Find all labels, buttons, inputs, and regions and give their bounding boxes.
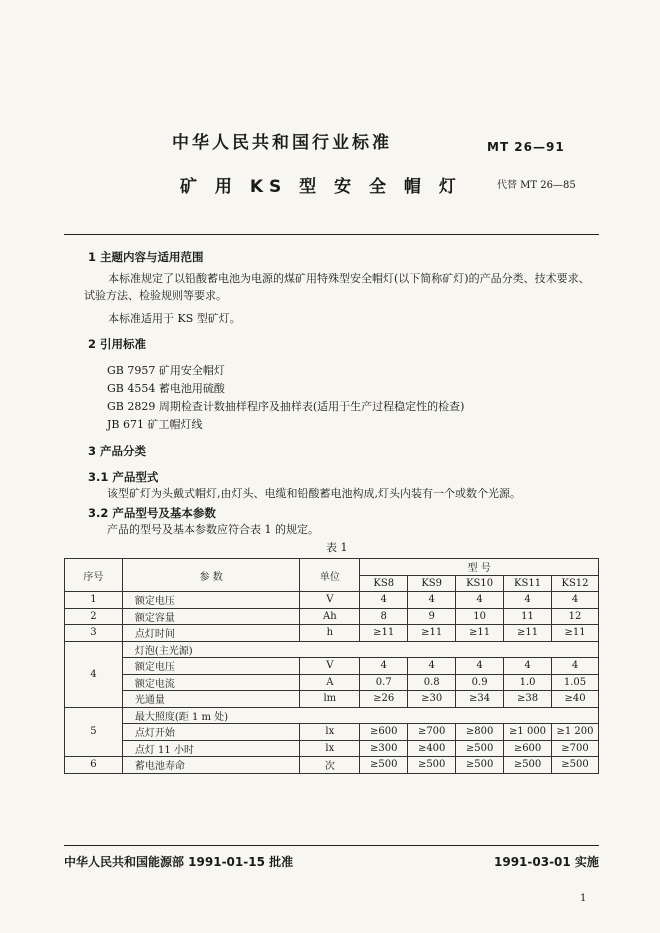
row-param: 点灯 11 小时 xyxy=(122,740,300,757)
section-2-heading: 2 引用标准 xyxy=(88,337,147,351)
approval-note: 中华人民共和国能源部 1991-01-15 批准 xyxy=(64,855,294,869)
document-title: 矿 用 KS 型 安 全 帽 灯 xyxy=(180,177,462,197)
row-unit: lx xyxy=(300,724,360,741)
value-cell: 4 xyxy=(456,592,504,609)
value-cell: ≥11 xyxy=(360,625,408,642)
model-cell: KS12 xyxy=(552,575,599,592)
table-row xyxy=(65,592,599,609)
section-1-paragraph-1: 本标准规定了以铅酸蓄电池为电源的煤矿用特殊型安全帽灯(以下简称矿灯)的产品分类、技术要求、试验方法、检验规则等要求。 xyxy=(84,272,590,302)
table-row xyxy=(65,740,599,757)
table-row xyxy=(65,608,599,625)
value-cell: ≥26 xyxy=(360,691,408,708)
section-3-1-text: 该型矿灯为头戴式帽灯,由灯头、电缆和铅酸蓄电池构成,灯头内装有一个或数个光源。 xyxy=(107,487,521,500)
row-param: 额定电压 xyxy=(122,658,300,675)
row-no: 4 xyxy=(65,641,123,707)
value-cell: ≥600 xyxy=(504,740,552,757)
table-caption: 表 1 xyxy=(326,541,348,554)
row-no: 2 xyxy=(65,608,123,625)
value-cell: ≥500 xyxy=(408,757,456,774)
row-unit: 次 xyxy=(300,757,360,774)
value-cell: ≥11 xyxy=(504,625,552,642)
model-cell: KS10 xyxy=(456,575,504,592)
value-cell: ≥30 xyxy=(408,691,456,708)
value-cell: ≥34 xyxy=(456,691,504,708)
value-cell: 8 xyxy=(360,608,408,625)
value-cell: 4 xyxy=(360,658,408,675)
value-cell: ≥400 xyxy=(408,740,456,757)
row-unit: Ah xyxy=(300,608,360,625)
page-number: 1 xyxy=(580,893,587,904)
header-unit: 单位 xyxy=(300,559,360,592)
row-no: 3 xyxy=(65,625,123,642)
table-row xyxy=(65,757,599,774)
value-cell: 0.9 xyxy=(456,674,504,691)
header-model: 型 号 xyxy=(360,559,599,576)
value-cell: 4 xyxy=(408,658,456,675)
value-cell: ≥500 xyxy=(504,757,552,774)
value-cell: 0.8 xyxy=(408,674,456,691)
value-cell: ≥500 xyxy=(552,757,599,774)
header-rule xyxy=(64,234,599,235)
row-param: 额定容量 xyxy=(122,608,300,625)
row-no: 5 xyxy=(65,707,123,757)
row-unit: V xyxy=(300,658,360,675)
row-param: 蓄电池寿命 xyxy=(122,757,300,774)
reference-item: JB 671 矿工帽灯线 xyxy=(107,418,203,431)
value-cell: ≥11 xyxy=(552,625,599,642)
effective-date: 1991-03-01 实施 xyxy=(494,855,599,869)
table-row xyxy=(65,674,599,691)
model-cell: KS11 xyxy=(504,575,552,592)
value-cell: ≥700 xyxy=(408,724,456,741)
value-cell: ≥40 xyxy=(552,691,599,708)
value-cell: ≥11 xyxy=(408,625,456,642)
standard-title: 中华人民共和国行业标准 xyxy=(172,133,392,153)
value-cell: ≥38 xyxy=(504,691,552,708)
value-cell: 4 xyxy=(360,592,408,609)
header-param: 参 数 xyxy=(122,559,300,592)
row-unit: V xyxy=(300,592,360,609)
section-3-2-heading: 3.2 产品型号及基本参数 xyxy=(88,506,216,520)
row-unit: h xyxy=(300,625,360,642)
table-row xyxy=(65,658,599,675)
value-cell: 11 xyxy=(504,608,552,625)
value-cell: 10 xyxy=(456,608,504,625)
section-3-heading: 3 产品分类 xyxy=(88,444,147,458)
table-header-row xyxy=(65,559,599,576)
row-no: 1 xyxy=(65,592,123,609)
value-cell: ≥1 200 xyxy=(552,724,599,741)
table-row xyxy=(65,691,599,708)
replaces-note: 代替 MT 26—85 xyxy=(497,180,576,191)
value-cell: 4 xyxy=(408,592,456,609)
value-cell: 1.05 xyxy=(552,674,599,691)
value-cell: 0.7 xyxy=(360,674,408,691)
header-no: 序号 xyxy=(65,559,123,592)
value-cell: ≥500 xyxy=(360,757,408,774)
group-label: 最大照度(距 1 m 处) xyxy=(122,707,598,724)
value-cell: 1.0 xyxy=(504,674,552,691)
value-cell: ≥600 xyxy=(360,724,408,741)
table-row xyxy=(65,625,599,642)
footer-rule xyxy=(64,845,599,846)
value-cell: 4 xyxy=(456,658,504,675)
value-cell: ≥11 xyxy=(456,625,504,642)
row-param: 光通量 xyxy=(122,691,300,708)
value-cell: ≥500 xyxy=(456,740,504,757)
value-cell: 4 xyxy=(552,658,599,675)
value-cell: 9 xyxy=(408,608,456,625)
model-cell: KS8 xyxy=(360,575,408,592)
table-group-row xyxy=(65,707,599,724)
reference-item: GB 2829 周期检查计数抽样程序及抽样表(适用于生产过程稳定性的检查) xyxy=(107,400,465,413)
reference-item: GB 4554 蓄电池用硫酸 xyxy=(107,382,225,395)
row-unit: A xyxy=(300,674,360,691)
section-1-heading: 1 主题内容与适用范围 xyxy=(88,250,204,264)
row-unit: lm xyxy=(300,691,360,708)
row-param: 额定电压 xyxy=(122,592,300,609)
section-1-paragraph-2: 本标准适用于 KS 型矿灯。 xyxy=(108,312,241,325)
value-cell: 4 xyxy=(552,592,599,609)
value-cell: 4 xyxy=(504,658,552,675)
value-cell: ≥800 xyxy=(456,724,504,741)
row-param: 点灯时间 xyxy=(122,625,300,642)
row-no: 6 xyxy=(65,757,123,774)
value-cell: 4 xyxy=(504,592,552,609)
row-param: 点灯开始 xyxy=(122,724,300,741)
row-unit: lx xyxy=(300,740,360,757)
table-group-row xyxy=(65,641,599,658)
value-cell: ≥300 xyxy=(360,740,408,757)
value-cell: ≥700 xyxy=(552,740,599,757)
model-cell: KS9 xyxy=(408,575,456,592)
standard-code: MT 26—91 xyxy=(487,140,565,154)
value-cell: ≥1 000 xyxy=(504,724,552,741)
value-cell: ≥500 xyxy=(456,757,504,774)
row-param: 额定电流 xyxy=(122,674,300,691)
parameter-table xyxy=(64,558,599,774)
section-3-1-heading: 3.1 产品型式 xyxy=(88,470,159,484)
value-cell: 12 xyxy=(552,608,599,625)
group-label: 灯泡(主光源) xyxy=(122,641,598,658)
table-row xyxy=(65,724,599,741)
section-3-2-text: 产品的型号及基本参数应符合表 1 的规定。 xyxy=(107,523,319,536)
reference-item: GB 7957 矿用安全帽灯 xyxy=(107,364,225,377)
